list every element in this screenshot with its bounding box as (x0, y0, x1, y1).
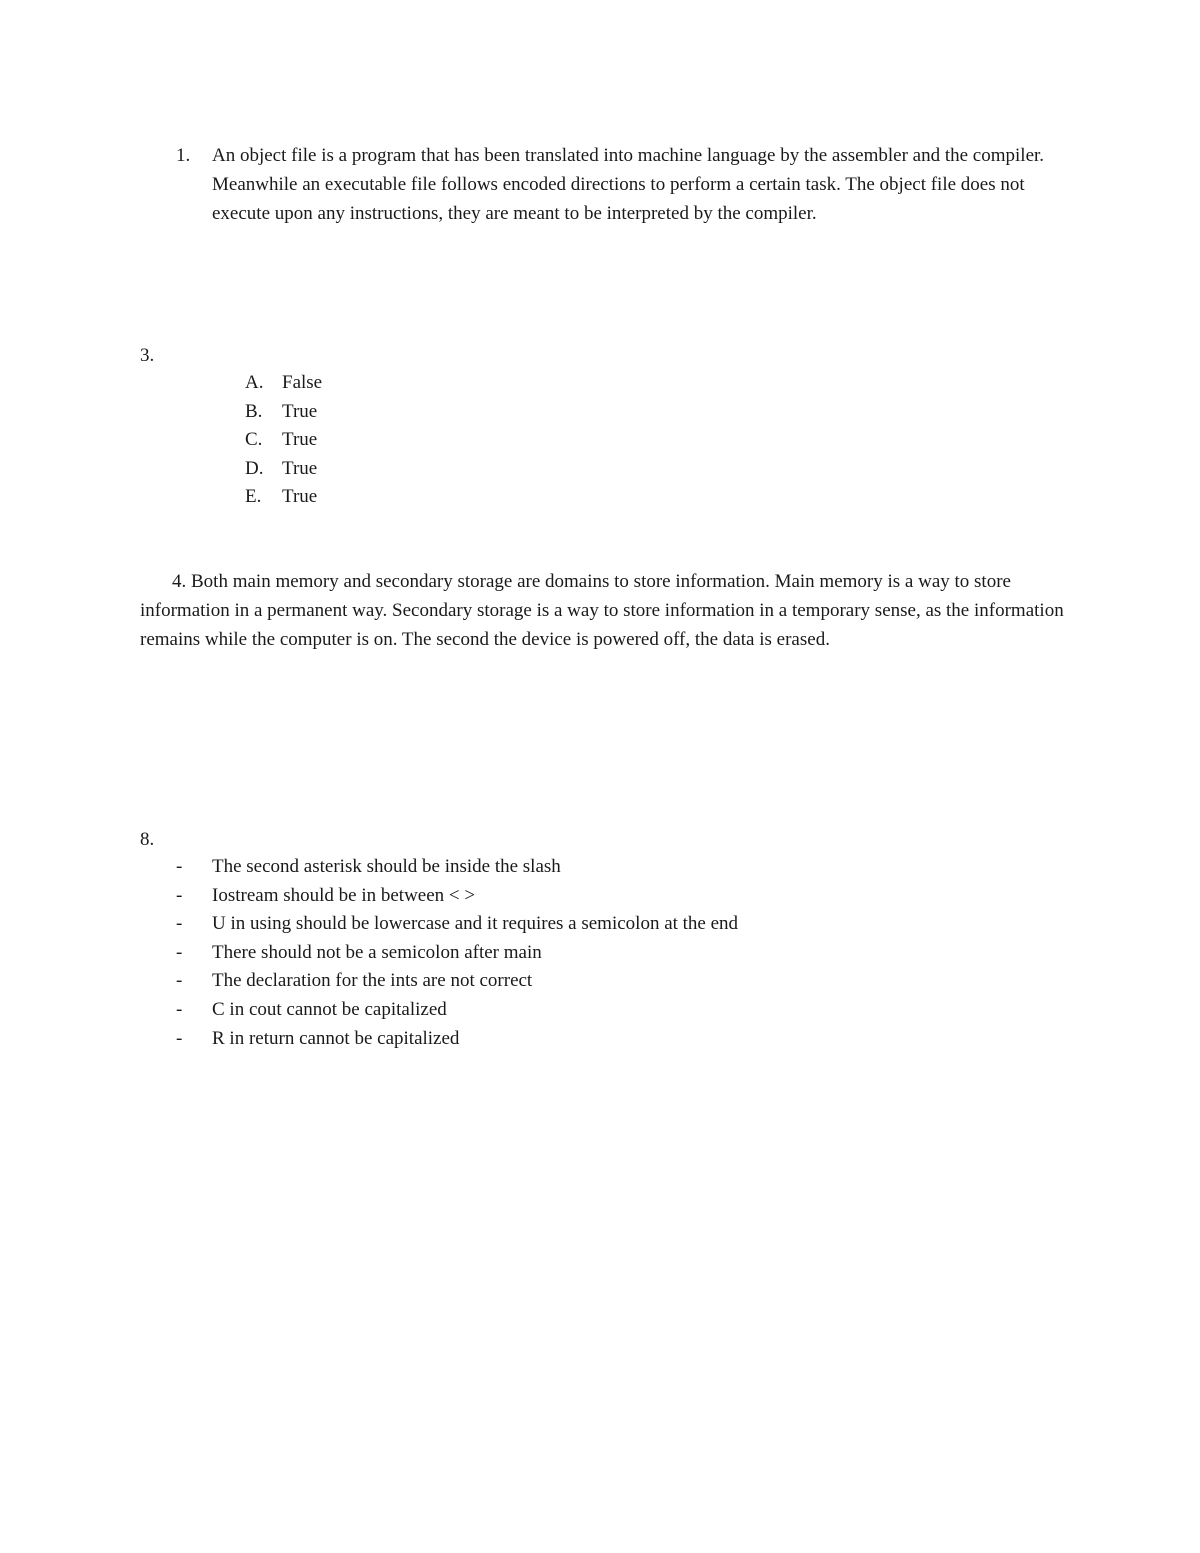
question-1-answer: An object file is a program that has been translated into machine language by the assembler and the compiler. Meanwhile an executable file follows encoded directions to perform a certain task. The object file does not execute upon any instructions, they are meant to be interpreted by the compiler. (212, 145, 1045, 224)
item-text: There should not be a semicolon after main (212, 941, 542, 963)
item-text: Iostream should be in between < > (212, 884, 476, 906)
bullet-dash: - (176, 856, 183, 877)
item-answer: True (282, 400, 318, 422)
item-text: U in using should be lowercase and it requires a semicolon at the end (212, 913, 739, 935)
question-8-answer-list (176, 853, 738, 1053)
item-letter: B. (245, 400, 263, 422)
question-3-answer-list (245, 369, 322, 512)
question-4-answer: 4. Both main memory and secondary storage are domains to store information. Main memory is a way to store information in a permanent way. Secondary storage is a way to store information in a temporary sense, as the information remains while the computer is on. The second the device is powered off, the data is erased. (140, 571, 1064, 650)
item-answer: True (282, 429, 318, 451)
list-item (176, 853, 738, 882)
list-item (245, 455, 322, 484)
item-text: The second asterisk should be inside the slash (212, 856, 561, 877)
item-answer: True (282, 457, 318, 479)
item-letter: A. (245, 372, 264, 393)
list-item (176, 910, 738, 939)
item-letter: D. (245, 457, 264, 479)
bullet-dash: - (176, 913, 183, 935)
list-item (245, 426, 322, 455)
list-item (245, 369, 322, 398)
item-text: The declaration for the ints are not correct (212, 970, 533, 992)
item-text: C in cout cannot be capitalized (212, 998, 447, 1020)
list-item (245, 398, 322, 427)
bullet-dash: - (176, 1027, 183, 1049)
item-answer: False (282, 372, 323, 393)
bullet-dash: - (176, 970, 183, 992)
question-8-number: 8. (140, 829, 155, 850)
list-item (176, 939, 738, 968)
bullet-dash: - (176, 998, 183, 1020)
list-item (176, 882, 738, 911)
question-1 (140, 141, 1060, 228)
question-3-number: 3. (140, 345, 155, 366)
question-1-number: 1. (176, 145, 191, 166)
item-letter: C. (245, 429, 263, 451)
item-letter: E. (245, 486, 262, 508)
list-item (245, 483, 322, 512)
item-answer: True (282, 486, 318, 508)
list-item (176, 1025, 738, 1054)
bullet-dash: - (176, 941, 183, 963)
list-item (176, 996, 738, 1025)
list-item (176, 967, 738, 996)
item-text: R in return cannot be capitalized (212, 1027, 460, 1049)
bullet-dash: - (176, 884, 183, 906)
